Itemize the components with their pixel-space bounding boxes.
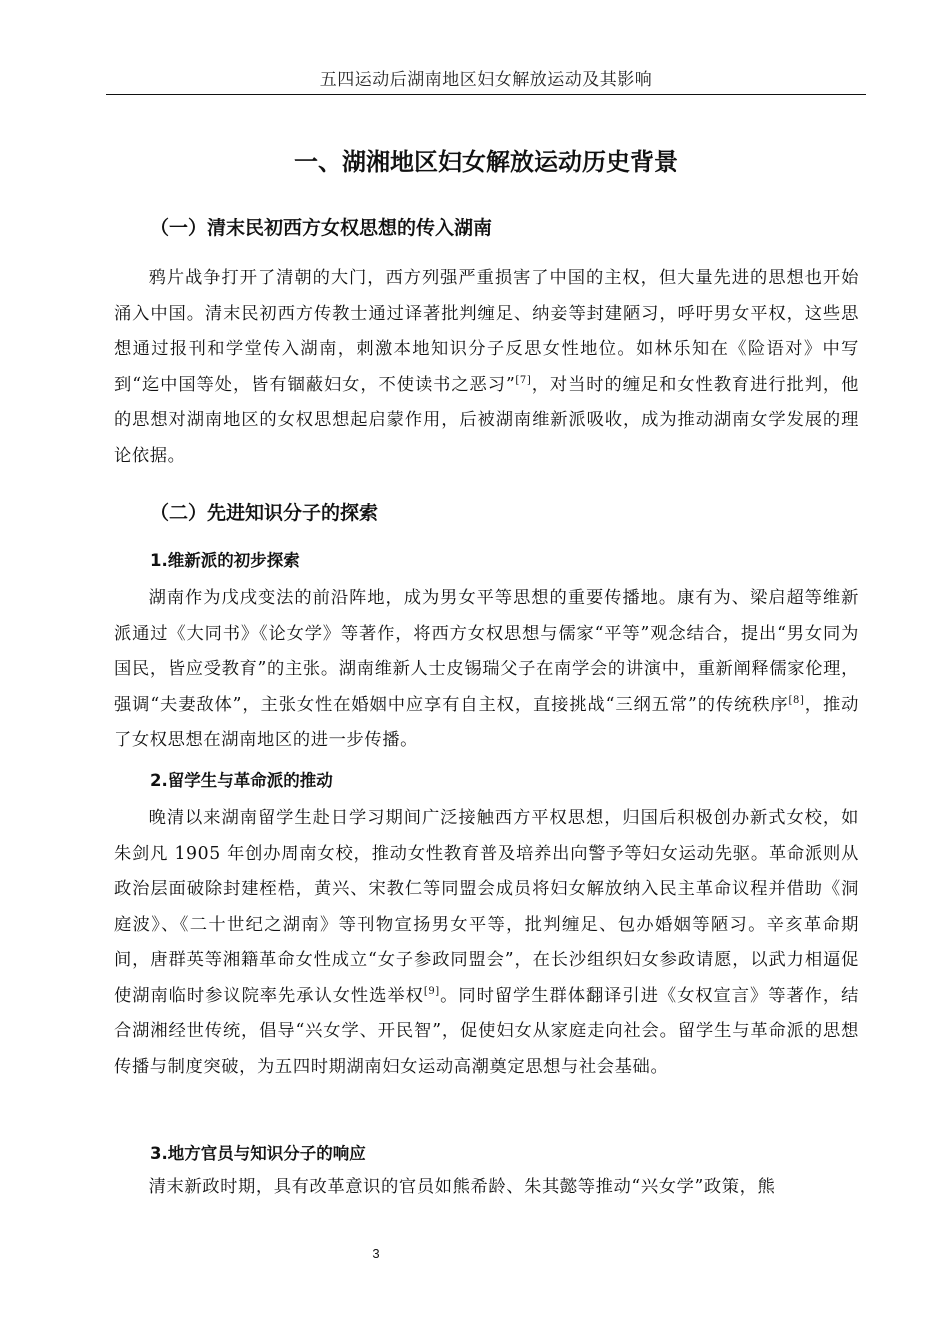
paragraph-text: 晚清以来湖南留学生赴日学习期间广泛接触西方平权思想，归国后积极创办新式女校，如朱剑凡 1905 年创办周南女校，推动女性教育普及培养出向警予等妇女运动先驱。革命派则从政治层面破除封建桎梏，黄兴、宋教仁等同盟会成员将妇女解放纳入民主革命议程并借助《洞庭波》、《二十世纪之湖南》等刊物宣扬男女平等，批判缠足、包办婚姻等陋习。辛亥革命期间，唐群英等湘籍革命女性成立“女子参政同盟会”，在长沙组织妇女参政请愿，以武力相逼促使湖南临时参议院率先承认女性选举权 — [114, 808, 859, 1006]
citation-ref: [7] — [515, 374, 532, 386]
header-rule — [106, 94, 866, 95]
paragraph-sub2 — [114, 801, 859, 1085]
paragraph-text: 湖南作为戊戌变法的前沿阵地，成为男女平等思想的重要传播地。康有为、梁启超等维新派通过《大同书》《论女学》等著作，将西方女权思想与儒家“平等”观念结合，提出“男女同为国民，皆应受教育”的主张。湖南维新人士皮锡瑞父子在南学会的讲演中，重新阐释儒家伦理，强调“夫妻敌体”，主张女性在婚姻中应享有自主权，直接挑战“三纲五常”的传统秩序 — [114, 588, 859, 715]
subsection-title-1: 1.维新派的初步探索 — [150, 551, 300, 570]
page-number: 3 — [372, 1246, 380, 1261]
citation-ref: [8] — [788, 694, 805, 706]
subsection-title-2: 2.留学生与革命派的推动 — [150, 771, 333, 790]
paragraph-text: 清末新政时期，具有改革意识的官员如熊希龄、朱其懿等推动“兴女学”政策，熊 — [148, 1177, 776, 1197]
paragraph-sub3 — [114, 1170, 859, 1206]
paragraph-sub1 — [114, 581, 859, 759]
section-title-1: （一）清末民初西方女权思想的传入湖南 — [150, 217, 493, 239]
paragraph-text: ，推动了女权思想在湖南地区的进一步传播。 — [114, 694, 859, 750]
chapter-title: 一、湖湘地区妇女解放运动历史背景 — [294, 148, 678, 176]
paragraph-text: 。同时留学生群体翻译引进《女权宣言》等著作，结合湖湘经世传统，倡导“兴女学、开民智”，促使妇女从家庭走向社会。留学生与革命派的思想传播与制度突破，为五四时期湖南妇女运动高潮奠定思想与社会基础。 — [114, 985, 859, 1077]
paragraph-text: 鸦片战争打开了清朝的大门，西方列强严重损害了中国的主权，但大量先进的思想也开始涌入中国。清末民初西方传教士通过译著批判缠足、纳妾等封建陋习，呼吁男女平权，这些思想通过报刊和学堂传入湖南，刺激本地知识分子反思女性地位。如林乐知在《险语对》中写到“迄中国等处，皆有锢蔽妇女，不使读书之恶习” — [114, 268, 859, 395]
section-title-2: （二）先进知识分子的探索 — [150, 502, 379, 524]
running-header: 五四运动后湖南地区妇女解放运动及其影响 — [319, 70, 653, 90]
citation-ref: [9] — [423, 985, 440, 997]
paragraph-text: ，对当时的缠足和女性教育进行批判，他的思想对湖南地区的女权思想起启蒙作用，后被湖南维新派吸收，成为推动湖南女学发展的理论依据。 — [114, 374, 859, 466]
paragraph-section1 — [114, 261, 859, 474]
subsection-title-3: 3.地方官员与知识分子的响应 — [150, 1144, 366, 1163]
